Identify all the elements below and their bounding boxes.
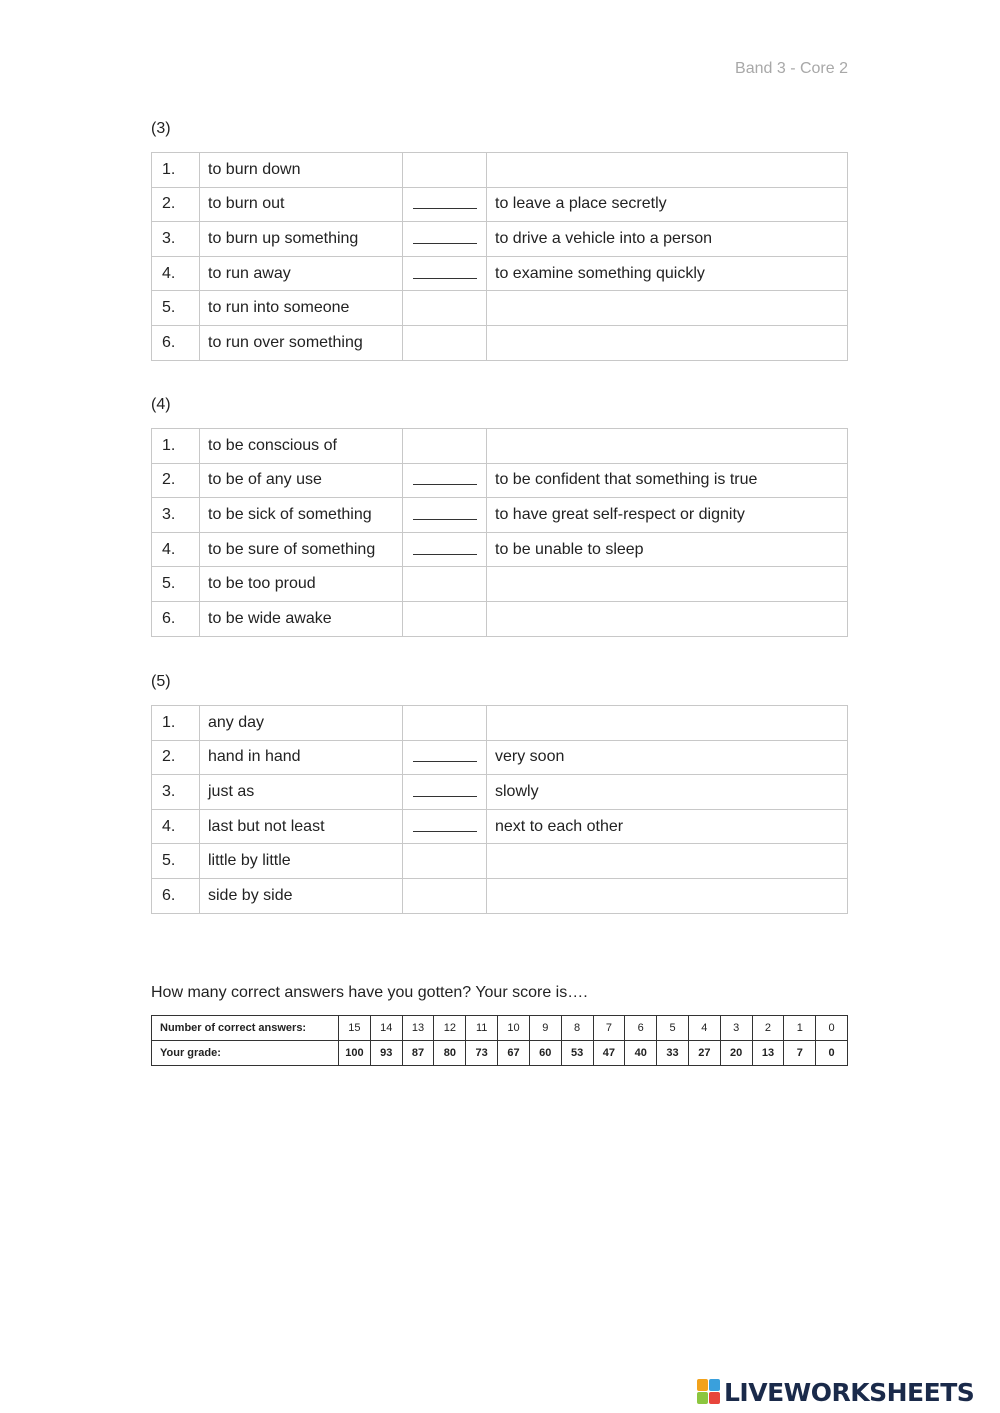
grade-table: [151, 1015, 848, 1066]
phrase-item: hand in hand: [200, 740, 403, 775]
correct-count-cell: 7: [593, 1016, 625, 1041]
score-question: How many correct answers have you gotten? Your score is….: [151, 984, 588, 1001]
phrase-item: just as: [200, 775, 403, 810]
grade-cell: 0: [816, 1041, 848, 1066]
table-row: [152, 775, 848, 810]
item-number: 5.: [152, 844, 200, 879]
grade-cell: 13: [752, 1041, 784, 1066]
definition: to have great self-respect or dignity: [487, 498, 848, 533]
answer-blank[interactable]: [413, 470, 477, 485]
definition: [487, 601, 848, 636]
phrase-item: to burn up something: [200, 222, 403, 257]
table-row: [152, 153, 848, 188]
grade-cell: 20: [720, 1041, 752, 1066]
correct-count-cell: 13: [402, 1016, 434, 1041]
item-number: 4.: [152, 256, 200, 291]
correct-count-cell: 9: [529, 1016, 561, 1041]
phrase-item: any day: [200, 706, 403, 741]
table-row: [152, 256, 848, 291]
answer-cell: [403, 567, 487, 602]
answer-cell[interactable]: [403, 187, 487, 222]
definition: to be confident that something is true: [487, 463, 848, 498]
answer-cell: [403, 706, 487, 741]
phrase-item: last but not least: [200, 809, 403, 844]
correct-answers-row: [152, 1016, 848, 1041]
correct-count-cell: 5: [657, 1016, 689, 1041]
definition: [487, 429, 848, 464]
phrase-item: to be of any use: [200, 463, 403, 498]
section-label: (4): [151, 396, 171, 413]
correct-count-cell: 3: [720, 1016, 752, 1041]
answer-blank[interactable]: [413, 540, 477, 555]
correct-count-cell: 0: [816, 1016, 848, 1041]
item-number: 1.: [152, 153, 200, 188]
header-note: Band 3 - Core 2: [735, 60, 848, 77]
item-number: 4.: [152, 532, 200, 567]
definition: [487, 706, 848, 741]
item-number: 6.: [152, 878, 200, 913]
correct-count-cell: 4: [688, 1016, 720, 1041]
matching-table: [151, 428, 848, 637]
phrase-item: to be sure of something: [200, 532, 403, 567]
correct-count-cell: 2: [752, 1016, 784, 1041]
liveworksheets-wordmark: LIVEWORKSHEETS: [724, 1377, 975, 1407]
liveworksheets-mark-icon: [697, 1379, 721, 1405]
phrase-item: to run into someone: [200, 291, 403, 326]
item-number: 3.: [152, 498, 200, 533]
item-number: 1.: [152, 706, 200, 741]
answer-cell[interactable]: [403, 498, 487, 533]
table-row: [152, 463, 848, 498]
answer-blank[interactable]: [413, 264, 477, 279]
answer-cell[interactable]: [403, 775, 487, 810]
definition: very soon: [487, 740, 848, 775]
definition: [487, 325, 848, 360]
answer-cell: [403, 153, 487, 188]
definition: to examine something quickly: [487, 256, 848, 291]
matching-table: [151, 705, 848, 914]
item-number: 6.: [152, 325, 200, 360]
section-label: (3): [151, 120, 171, 137]
item-number: 5.: [152, 567, 200, 602]
definition: next to each other: [487, 809, 848, 844]
grade-cell: 73: [466, 1041, 498, 1066]
item-number: 6.: [152, 601, 200, 636]
definition: [487, 844, 848, 879]
answer-blank[interactable]: [413, 747, 477, 762]
definition: to leave a place secretly: [487, 187, 848, 222]
grade-cell: 100: [339, 1041, 371, 1066]
phrase-item: little by little: [200, 844, 403, 879]
table-row: [152, 844, 848, 879]
definition: to drive a vehicle into a person: [487, 222, 848, 257]
grade-cell: 80: [434, 1041, 466, 1066]
answer-cell: [403, 601, 487, 636]
phrase-item: to be conscious of: [200, 429, 403, 464]
definition: [487, 153, 848, 188]
correct-count-cell: 15: [339, 1016, 371, 1041]
answer-cell[interactable]: [403, 463, 487, 498]
definition: [487, 291, 848, 326]
grade-row: [152, 1041, 848, 1066]
table-row: [152, 222, 848, 257]
grade-cell: 47: [593, 1041, 625, 1066]
table-row: [152, 532, 848, 567]
phrase-item: side by side: [200, 878, 403, 913]
answer-cell: [403, 844, 487, 879]
phrase-item: to burn out: [200, 187, 403, 222]
item-number: 5.: [152, 291, 200, 326]
phrase-item: to be sick of something: [200, 498, 403, 533]
grade-cell: 53: [561, 1041, 593, 1066]
correct-count-cell: 11: [466, 1016, 498, 1041]
grade-label: Your grade:: [152, 1041, 339, 1066]
liveworksheets-logo: [697, 1377, 974, 1407]
answer-cell[interactable]: [403, 809, 487, 844]
phrase-item: to be too proud: [200, 567, 403, 602]
phrase-item: to run over something: [200, 325, 403, 360]
answer-cell: [403, 291, 487, 326]
phrase-item: to run away: [200, 256, 403, 291]
grade-cell: 87: [402, 1041, 434, 1066]
answer-cell: [403, 429, 487, 464]
answer-cell: [403, 325, 487, 360]
table-row: [152, 291, 848, 326]
item-number: 3.: [152, 222, 200, 257]
table-row: [152, 740, 848, 775]
grade-cell: 67: [498, 1041, 530, 1066]
section-label: (5): [151, 673, 171, 690]
item-number: 2.: [152, 187, 200, 222]
grade-cell: 40: [625, 1041, 657, 1066]
table-row: [152, 429, 848, 464]
answer-blank[interactable]: [413, 505, 477, 520]
correct-answers-label: Number of correct answers:: [152, 1016, 339, 1041]
table-row: [152, 325, 848, 360]
correct-count-cell: 8: [561, 1016, 593, 1041]
table-row: [152, 878, 848, 913]
table-row: [152, 567, 848, 602]
correct-count-cell: 10: [498, 1016, 530, 1041]
definition: [487, 567, 848, 602]
item-number: 4.: [152, 809, 200, 844]
grade-cell: 33: [657, 1041, 689, 1066]
phrase-item: to be wide awake: [200, 601, 403, 636]
item-number: 2.: [152, 463, 200, 498]
answer-blank[interactable]: [413, 229, 477, 244]
correct-count-cell: 12: [434, 1016, 466, 1041]
answer-cell[interactable]: [403, 256, 487, 291]
answer-cell[interactable]: [403, 532, 487, 567]
table-row: [152, 187, 848, 222]
answer-blank[interactable]: [413, 782, 477, 797]
item-number: 3.: [152, 775, 200, 810]
correct-count-cell: 6: [625, 1016, 657, 1041]
answer-cell: [403, 878, 487, 913]
definition: [487, 878, 848, 913]
grade-cell: 7: [784, 1041, 816, 1066]
table-row: [152, 498, 848, 533]
answer-blank[interactable]: [413, 194, 477, 209]
table-row: [152, 809, 848, 844]
answer-cell[interactable]: [403, 222, 487, 257]
grade-cell: 60: [529, 1041, 561, 1066]
item-number: 2.: [152, 740, 200, 775]
definition: slowly: [487, 775, 848, 810]
item-number: 1.: [152, 429, 200, 464]
table-row: [152, 706, 848, 741]
matching-table: [151, 152, 848, 361]
correct-count-cell: 1: [784, 1016, 816, 1041]
correct-count-cell: 14: [370, 1016, 402, 1041]
grade-cell: 27: [688, 1041, 720, 1066]
phrase-item: to burn down: [200, 153, 403, 188]
grade-cell: 93: [370, 1041, 402, 1066]
answer-cell[interactable]: [403, 740, 487, 775]
table-row: [152, 601, 848, 636]
answer-blank[interactable]: [413, 817, 477, 832]
definition: to be unable to sleep: [487, 532, 848, 567]
